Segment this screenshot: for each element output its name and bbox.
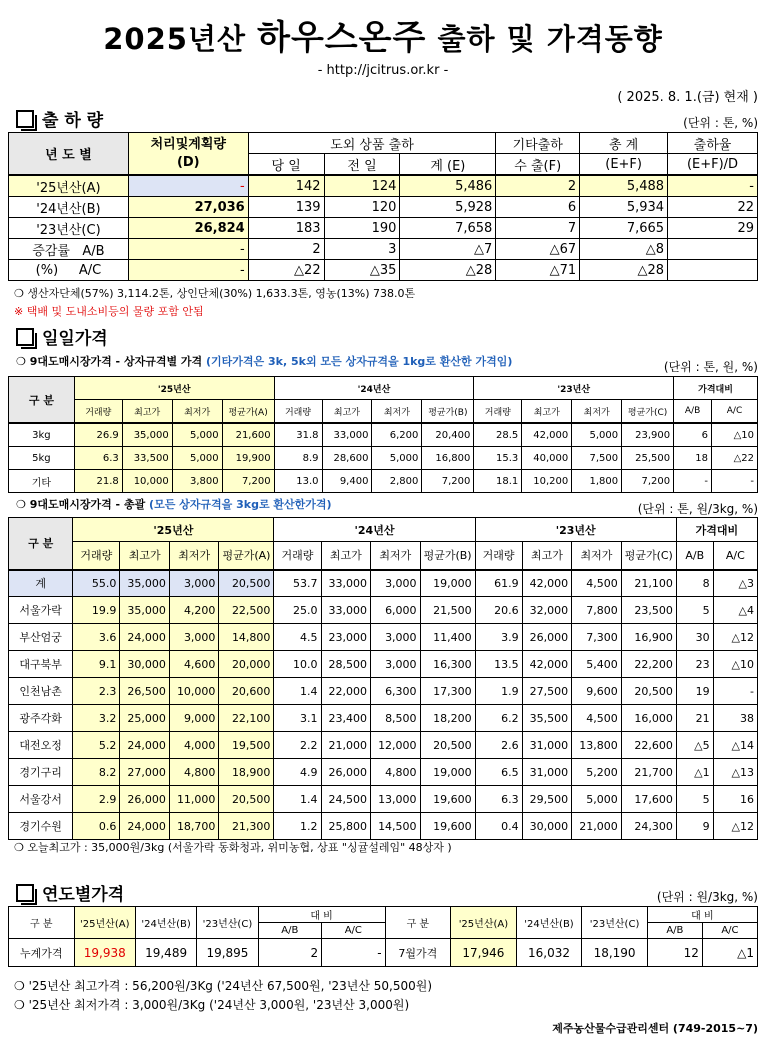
cell: 20,500 <box>621 678 676 705</box>
cell: 42,000 <box>522 570 572 597</box>
cell: 24,000 <box>120 813 170 840</box>
cell: 16,900 <box>621 624 676 651</box>
cell: 31,000 <box>522 732 572 759</box>
cell: 19.9 <box>73 597 120 624</box>
cell: 19,600 <box>420 813 475 840</box>
cell: 12,000 <box>371 732 421 759</box>
cell: 23,400 <box>321 705 371 732</box>
cell: 9,400 <box>322 470 372 493</box>
market-price-subtitle: ❍ 9대도매시장가격 - 총괄 (모든 상자규격을 3kg로 환산한가격) <box>16 498 332 511</box>
cell: 19,600 <box>420 786 475 813</box>
cell: 17,600 <box>621 786 676 813</box>
cell: 24,300 <box>621 813 676 840</box>
cell: 4,500 <box>572 705 622 732</box>
table-row <box>9 423 758 447</box>
table-row: '25년산(A) - 142 124 5,486 2 5,488 - <box>9 175 758 197</box>
cell: 5.2 <box>73 732 120 759</box>
row-label: 계 <box>9 570 73 597</box>
checkbox-icon <box>16 884 34 902</box>
cell: 24,500 <box>321 786 371 813</box>
table-row: 누계가격 19,938 19,489 19,895 2 - 7월가격 17,946 16,032 18,190 12 △1 <box>9 939 758 967</box>
header-rate-formula: (E+F)/D <box>668 154 758 176</box>
cell: 10.0 <box>274 651 321 678</box>
table-row <box>9 678 758 705</box>
cell: 8.2 <box>73 759 120 786</box>
cell: 16,300 <box>420 651 475 678</box>
cell: 2,800 <box>372 470 422 493</box>
cell: 5,000 <box>572 786 622 813</box>
cell: 22,600 <box>621 732 676 759</box>
header-total: 총 계 <box>580 133 668 154</box>
cell: 7,500 <box>572 447 622 470</box>
market-unit: (단위 : 톤, 원/3kg, %) <box>637 502 758 516</box>
cell: 11,000 <box>169 786 219 813</box>
cell: 8.9 <box>274 447 322 470</box>
cell: 10,200 <box>522 470 572 493</box>
checkbox-icon <box>16 328 34 346</box>
cell: 22,500 <box>219 597 274 624</box>
table-row <box>9 813 758 840</box>
cell: 3,000 <box>371 570 421 597</box>
today-high-note: ❍ 오늘최고가 : 35,000원/3kg (서울가락 동화청과, 위미농협, 상표 "싱귤설레임" 48상자 ) <box>14 841 452 854</box>
cell: 13,800 <box>572 732 622 759</box>
cell: 3.6 <box>73 624 120 651</box>
cell: 2.6 <box>475 732 522 759</box>
cell: 5,400 <box>572 651 622 678</box>
cell: 35,000 <box>122 423 172 447</box>
cell: 3.2 <box>73 705 120 732</box>
cell: 3,000 <box>371 624 421 651</box>
cell: 1.2 <box>274 813 321 840</box>
cell: 3,000 <box>169 624 219 651</box>
cell: △5 <box>676 732 713 759</box>
yearly-high-note: ❍ '25년산 최고가격 : 56,200원/3Kg ('24년산 67,500원, '23년산 50,500원) <box>14 979 433 993</box>
cell: 16 <box>713 786 757 813</box>
footer-org: 제주농산물수급관리센터 (749-2015~7) <box>552 1022 758 1035</box>
table-row <box>9 786 758 813</box>
cell: 7,800 <box>572 597 622 624</box>
header-year: 년 도 별 <box>9 133 129 176</box>
cell: 28.5 <box>474 423 522 447</box>
table-row: '23년산(C) 26,824 183 190 7,658 7 7,665 29 <box>9 218 758 239</box>
cell: 19,900 <box>222 447 274 470</box>
cell: 18,700 <box>169 813 219 840</box>
cell: 1,800 <box>572 470 622 493</box>
cell: 3.1 <box>274 705 321 732</box>
spec-price-subtitle: ❍ 9대도매시장가격 - 상자규격별 가격 (기타가격은 3k, 5k외 모든 상자규격을 1kg로 환산한 가격임) <box>16 355 513 368</box>
cell: 21,500 <box>420 597 475 624</box>
cell: 3,800 <box>172 470 222 493</box>
table-row: 증감률 A/B - 2 3 △7 △67 △8 <box>9 239 758 260</box>
cell: 16,800 <box>422 447 474 470</box>
table-row <box>9 732 758 759</box>
cell: 18,200 <box>420 705 475 732</box>
cell: 21 <box>676 705 713 732</box>
spec-price-table: 구 분 '25년산 '24년산 '23년산 가격대비 거래량 최고가 최저가 평균가(A) 거래량 최고가 최저가 평균가(B) 거래량 최고가 최저가 평균가(C) A/B A/C 3kg 26.9 35,000 5,000 21,600 31.8 33,000 6,200 20,400 28.5 42,000 5,000 23,900 6 △10 5kg 6.3 33,500 5,000 19,900 8.9 28,600 5,000 16,800 15.3 40,000 7,500 25,500 18 △22 기타 21.8 10,000 3,800 7,200 13.0 9,400 2,800 7,200 18.1 10,200 1,800 7,200 - - <box>8 376 758 493</box>
cell: 32,000 <box>522 597 572 624</box>
cell: - <box>674 470 712 493</box>
table-row <box>9 447 758 470</box>
cell: △12 <box>713 813 757 840</box>
cell: 15.3 <box>474 447 522 470</box>
cell: 27,500 <box>522 678 572 705</box>
cell: 29,500 <box>522 786 572 813</box>
section-shipment-title: 출 하 량 <box>16 106 103 131</box>
cell: 6.5 <box>475 759 522 786</box>
cell: 5,000 <box>572 423 622 447</box>
section-yearly-title: 연도별가격 <box>16 880 124 905</box>
cell: 23,000 <box>321 624 371 651</box>
cell: △1 <box>676 759 713 786</box>
cell: 11,400 <box>420 624 475 651</box>
cell: 20,000 <box>219 651 274 678</box>
cell: △14 <box>713 732 757 759</box>
cell: 17,300 <box>420 678 475 705</box>
cell: 7,200 <box>622 470 674 493</box>
yearly-unit: (단위 : 원/3kg, %) <box>656 890 758 904</box>
cell: 8,500 <box>371 705 421 732</box>
cell: 6.3 <box>475 786 522 813</box>
cell: 25,800 <box>321 813 371 840</box>
cell: 30,000 <box>522 813 572 840</box>
cell: 23 <box>676 651 713 678</box>
cell: 61.9 <box>475 570 522 597</box>
cell: 0.4 <box>475 813 522 840</box>
table-row <box>9 570 758 597</box>
pct-label: (%) A/C <box>9 260 129 281</box>
cell: 33,000 <box>321 597 371 624</box>
page-title: 2025년산 하우스온주 출하 및 가격동향 <box>103 18 663 58</box>
cell: 26,000 <box>120 786 170 813</box>
header-prev: 전 일 <box>324 154 400 176</box>
cell: 5,000 <box>172 447 222 470</box>
cell: 20,400 <box>422 423 474 447</box>
cell: 35,000 <box>120 597 170 624</box>
cell: 21,000 <box>321 732 371 759</box>
cell: 19,000 <box>420 759 475 786</box>
cell: 1.4 <box>274 678 321 705</box>
cell: 21,300 <box>219 813 274 840</box>
cell: 35,500 <box>522 705 572 732</box>
cell: 14,500 <box>371 813 421 840</box>
cell: 31,000 <box>522 759 572 786</box>
cell: 18,900 <box>219 759 274 786</box>
section-daily-title: 일일가격 <box>16 324 108 349</box>
cell: △13 <box>713 759 757 786</box>
cell: 21,000 <box>572 813 622 840</box>
cell: 23,900 <box>622 423 674 447</box>
row-label: 대구북부 <box>9 651 73 678</box>
cell: - <box>713 678 757 705</box>
cell: 22,000 <box>321 678 371 705</box>
cell: 33,000 <box>321 570 371 597</box>
table-row <box>9 759 758 786</box>
cell: △12 <box>713 624 757 651</box>
row-label: 서울가락 <box>9 597 73 624</box>
shipment-unit: (단위 : 톤, %) <box>683 116 758 130</box>
cell: 7,200 <box>422 470 474 493</box>
table-row <box>9 705 758 732</box>
cell: 55.0 <box>73 570 120 597</box>
report-date: ( 2025. 8. 1.(금) 현재 ) <box>617 90 758 105</box>
table-row <box>9 597 758 624</box>
cell: 9 <box>676 813 713 840</box>
cell: 30,000 <box>120 651 170 678</box>
row-label: 경기구리 <box>9 759 73 786</box>
cell: 21.8 <box>74 470 122 493</box>
row-label: 기타 <box>9 470 75 493</box>
cell: 7,300 <box>572 624 622 651</box>
cell: 9,600 <box>572 678 622 705</box>
cell: 1.4 <box>274 786 321 813</box>
header-sum: 계 (E) <box>400 154 496 176</box>
table-row <box>9 470 758 493</box>
row-label: 광주각화 <box>9 705 73 732</box>
cell: 31.8 <box>274 423 322 447</box>
cell: 18 <box>674 447 712 470</box>
cell: 33,500 <box>122 447 172 470</box>
header-outbound: 도외 상품 출하 <box>248 133 496 154</box>
cell: 4,800 <box>169 759 219 786</box>
cell: 5,000 <box>372 447 422 470</box>
row-label: 경기수원 <box>9 813 73 840</box>
header-today: 당 일 <box>248 154 324 176</box>
cell: 3,000 <box>169 570 219 597</box>
cell: 3,000 <box>371 651 421 678</box>
row-label: 3kg <box>9 423 75 447</box>
row-label: 5kg <box>9 447 75 470</box>
cell: 6,200 <box>372 423 422 447</box>
cell: 19,000 <box>420 570 475 597</box>
cell: 28,600 <box>322 447 372 470</box>
checkbox-icon <box>16 110 34 128</box>
cell: 25.0 <box>274 597 321 624</box>
cell: 38 <box>713 705 757 732</box>
cell: 5 <box>676 786 713 813</box>
spec-unit: (단위 : 톤, 원, %) <box>663 360 758 374</box>
cell: 13,000 <box>371 786 421 813</box>
cell: 4,600 <box>169 651 219 678</box>
cell: 2.2 <box>274 732 321 759</box>
cell: △3 <box>713 570 757 597</box>
table-row <box>9 624 758 651</box>
cell: 30 <box>676 624 713 651</box>
cell: 53.7 <box>274 570 321 597</box>
cell: 1.9 <box>475 678 522 705</box>
cell: 26,000 <box>321 759 371 786</box>
cell: 5,000 <box>172 423 222 447</box>
shipment-table <box>8 132 758 281</box>
cell: 21,100 <box>621 570 676 597</box>
header-etc: 기타출하 <box>496 133 580 154</box>
cell: 4.9 <box>274 759 321 786</box>
yearly-price-table: 구 분 '25년산(A) '24년산(B) '23년산(C) 대 비 구 분 '25년산(A) '24년산(B) '23년산(C) 대 비 A/B A/C A/B A/C 누계가격 19,938 19,489 19,895 2 - 7월가격 17,946 16,032 18,190 12 △1 <box>8 906 758 967</box>
cell: 7,200 <box>222 470 274 493</box>
cell: 25,500 <box>622 447 674 470</box>
header-rate: 출하율 <box>668 133 758 154</box>
cell: 8 <box>676 570 713 597</box>
cell: 6 <box>674 423 712 447</box>
cell: 33,000 <box>322 423 372 447</box>
row-label: 서울강서 <box>9 786 73 813</box>
cell: 4,200 <box>169 597 219 624</box>
cell: 27,000 <box>120 759 170 786</box>
market-price-table: 구 분 '25년산 '24년산 '23년산 가격대비 거래량 최고가 최저가 평균가(A) 거래량 최고가 최저가 평균가(B) 거래량 최고가 최저가 평균가(C) A/B A/C 계 55.0 35,000 3,000 20,500 53.7 33,000 3,000 19,000 61.9 42,000 4,500 21,100 8 △3 서울가락 19.9 35,000 4,200 22,500 25.0 33,000 6,000 21,500 20.6 32,000 7,800 23,500 5 △4 부산엄궁 3.6 24,000 3,000 14,800 4.5 23,000 3,000 11,400 3.9 26,000 7,300 16,900 30 △12 대구북부 9.1 30,000 4,600 20,000 10.0 28,500 3,000 16,300 13.5 42,000 5,400 22,200 23 △10 인천남촌 2.3 26,500 10,000 20,600 1.4 22,000 6,300 17,300 1.9 27,500 9,600 20,500 19 - 광주각화 3.2 25,000 9,000 22,100 3.1 23,400 8,500 18,200 6.2 35,500 4,500 16,000 21 38 대전오정 5.2 24,000 4,000 19,500 2.2 21,000 12,000 20,500 2.6 31,000 13,800 22,600 △5 △14 경기구리 8.2 27,000 4,800 18,900 4.9 26,000 4,800 19,000 6.5 31,000 5,200 21,700 △1 △13 서울강서 2.9 26,000 11,000 20,500 1.4 24,500 13,000 19,600 6.3 29,500 5,000 17,600 5 16 경기수원 0.6 24,000 18,700 21,300 1.2 25,800 14,500 19,600 0.4 30,000 21,000 24,300 9 △12 <box>8 517 758 840</box>
producer-note: ❍ 생산자단체(57%) 3,114.2톤, 상인단체(30%) 1,633.3톤, 영농(13%) 738.0톤 <box>14 287 416 300</box>
cell: 13.5 <box>475 651 522 678</box>
cell: 24,000 <box>120 732 170 759</box>
cell: △4 <box>713 597 757 624</box>
cell: 4.5 <box>274 624 321 651</box>
cell: 20,500 <box>219 570 274 597</box>
inc-label: 증감률 A/B <box>9 239 129 260</box>
cell: 4,000 <box>169 732 219 759</box>
cell: 3.9 <box>475 624 522 651</box>
cell: 18.1 <box>474 470 522 493</box>
yearly-low-note: ❍ '25년산 최저가격 : 3,000원/3Kg ('24년산 3,000원, '23년산 3,000원) <box>14 998 410 1012</box>
cell: 2.9 <box>73 786 120 813</box>
cell: 16,000 <box>621 705 676 732</box>
row-label: 부산엄궁 <box>9 624 73 651</box>
cell: 6,000 <box>371 597 421 624</box>
cell: 14,800 <box>219 624 274 651</box>
cell: 20,500 <box>420 732 475 759</box>
cell: 22,100 <box>219 705 274 732</box>
cell: 42,000 <box>522 423 572 447</box>
table-row: '24년산(B) 27,036 139 120 5,928 6 5,934 22 <box>9 197 758 218</box>
cell: 26,000 <box>522 624 572 651</box>
cell: △10 <box>712 423 758 447</box>
cell: 10,000 <box>169 678 219 705</box>
cell: 13.0 <box>274 470 322 493</box>
cell: 40,000 <box>522 447 572 470</box>
cell: 20.6 <box>475 597 522 624</box>
cell: 23,500 <box>621 597 676 624</box>
cell: 22,200 <box>621 651 676 678</box>
excluded-note: ※ 택배 및 도내소비등의 물량 포함 안됨 <box>14 305 204 318</box>
cell: 6.3 <box>74 447 122 470</box>
cell: 4,500 <box>572 570 622 597</box>
table-row: (%) A/C - △22 △35 △28 △71 △28 <box>9 260 758 281</box>
cell: 20,500 <box>219 786 274 813</box>
cell: 19,500 <box>219 732 274 759</box>
header-plan: 처리및계획량 (D) <box>128 133 248 176</box>
cell: 9.1 <box>73 651 120 678</box>
row-label: 인천남촌 <box>9 678 73 705</box>
cell: 19 <box>676 678 713 705</box>
cell: △22 <box>712 447 758 470</box>
cell: 24,000 <box>120 624 170 651</box>
cell: 0.6 <box>73 813 120 840</box>
cell: - <box>712 470 758 493</box>
table-row <box>9 651 758 678</box>
cell: 42,000 <box>522 651 572 678</box>
cell: 26,500 <box>120 678 170 705</box>
cell: 6,300 <box>371 678 421 705</box>
cell: △10 <box>713 651 757 678</box>
cell: 9,000 <box>169 705 219 732</box>
cell: 28,500 <box>321 651 371 678</box>
cell: 5 <box>676 597 713 624</box>
cell: 26.9 <box>74 423 122 447</box>
cell: 10,000 <box>122 470 172 493</box>
row-label: 대전오정 <box>9 732 73 759</box>
cell: 21,700 <box>621 759 676 786</box>
site-url: - http://jcitrus.or.kr - <box>317 63 449 78</box>
cell: 21,600 <box>222 423 274 447</box>
header-export: 수 출(F) <box>496 154 580 176</box>
cell: 25,000 <box>120 705 170 732</box>
cell: 35,000 <box>120 570 170 597</box>
header-total-formula: (E+F) <box>580 154 668 176</box>
cell: 2.3 <box>73 678 120 705</box>
cell: 5,200 <box>572 759 622 786</box>
cell: 20,600 <box>219 678 274 705</box>
cell: 4,800 <box>371 759 421 786</box>
cell: 6.2 <box>475 705 522 732</box>
